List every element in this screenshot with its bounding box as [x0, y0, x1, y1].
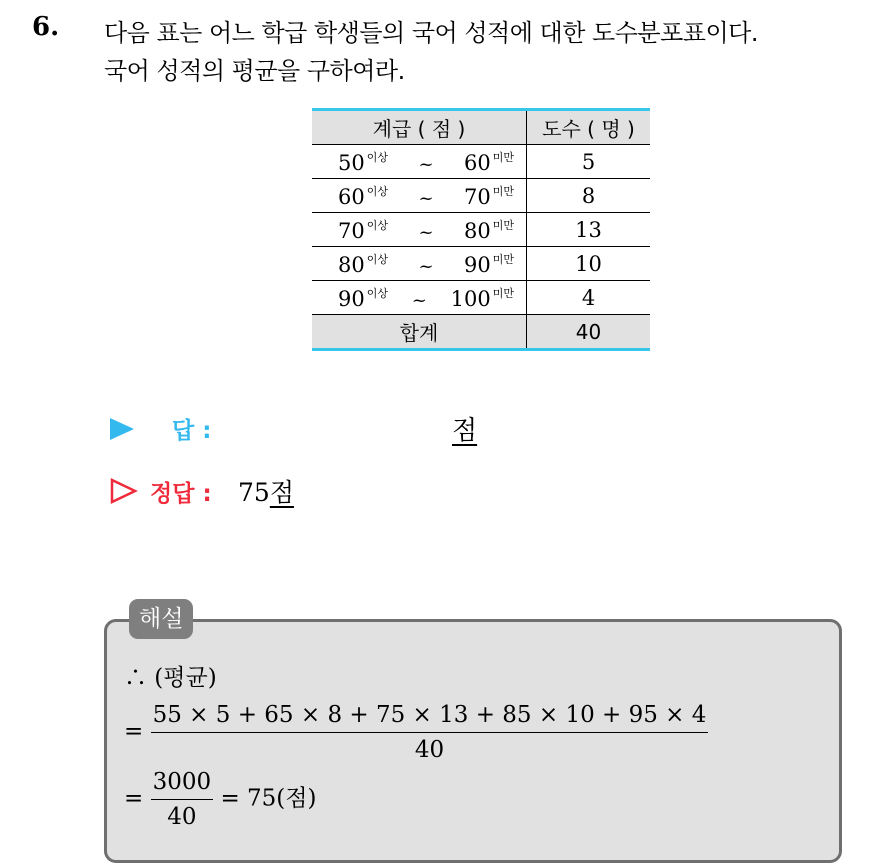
range-high: 100 $^{미만}$	[450, 286, 514, 311]
question-line-1: 다음 표는 어느 학급 학생들의 국어 성적에 대한 도수분포표이다.	[104, 19, 758, 47]
table-total-row	[312, 315, 650, 350]
question-number: 6.	[32, 12, 60, 42]
range-high: 80 $^{미만}$	[464, 218, 514, 243]
range-low: 50 $^{이상}$	[338, 150, 388, 175]
correct-answer-label: 정답 :	[150, 481, 212, 507]
correct-answer-row	[110, 474, 410, 508]
table-row	[312, 213, 650, 247]
total-label: 합계	[312, 315, 527, 350]
solution-result: = 75(점)	[220, 785, 317, 812]
range-tilde: ~	[418, 153, 434, 175]
frequency-cell: 10	[527, 247, 651, 281]
table-body	[312, 145, 650, 315]
class-range	[312, 247, 527, 281]
correct-value-number: 75	[238, 478, 270, 507]
table-header-row	[312, 110, 650, 145]
answer-label: 답 :	[172, 418, 212, 444]
question-line-2: 국어 성적의 평균을 구하여라.	[104, 57, 405, 85]
outline-arrow-icon	[110, 478, 138, 504]
fraction-1	[151, 698, 709, 767]
correct-answer-value	[238, 473, 294, 509]
frequency-cell: 4	[527, 281, 651, 315]
equals-sign-2: =	[124, 785, 144, 812]
table-row	[312, 179, 650, 213]
fraction-2	[151, 765, 214, 834]
fraction-1-denominator: 40	[414, 737, 445, 763]
frequency-table	[312, 108, 650, 351]
frequency-cell: 5	[527, 145, 651, 179]
fraction-1-numerator: 55 × 5 + 65 × 8 + 75 × 13 + 85 × 10 + 95 × 4	[151, 698, 709, 733]
frequency-cell: 13	[527, 213, 651, 247]
header-frequency: 도수 ( 명 )	[527, 110, 651, 145]
class-range	[312, 179, 527, 213]
frequency-cell: 8	[527, 179, 651, 213]
class-range	[312, 213, 527, 247]
table-row	[312, 145, 650, 179]
question-text	[104, 14, 758, 90]
table-row	[312, 247, 650, 281]
solution-line-1: ∴ (평균)	[124, 665, 217, 691]
table-row	[312, 281, 650, 315]
range-high: 90 $^{미만}$	[464, 252, 514, 277]
answer-row	[110, 412, 510, 446]
solution-tab: 해설	[129, 599, 193, 639]
total-value: 40	[527, 315, 651, 350]
range-low: 90 $^{이상}$	[338, 286, 388, 311]
range-low: 80 $^{이상}$	[338, 252, 388, 277]
correct-value-unit: 점	[269, 478, 294, 507]
range-low: 70 $^{이상}$	[338, 218, 388, 243]
class-range	[312, 281, 527, 315]
range-low: 60 $^{이상}$	[338, 184, 388, 209]
range-tilde: ~	[418, 187, 434, 209]
equals-sign: =	[124, 718, 144, 745]
header-class: 계급 ( 점 )	[312, 110, 527, 145]
solution-equation-1	[124, 698, 708, 767]
fraction-2-numerator: 3000	[151, 765, 214, 800]
range-tilde: ~	[418, 255, 434, 277]
range-tilde: ~	[418, 221, 434, 243]
range-high: 60 $^{미만}$	[464, 150, 514, 175]
class-range	[312, 145, 527, 179]
solution-equation-2	[124, 765, 316, 834]
range-tilde: ~	[411, 289, 427, 311]
answer-unit: 점	[452, 416, 478, 446]
range-high: 70 $^{미만}$	[464, 184, 514, 209]
play-arrow-icon	[110, 418, 134, 440]
fraction-2-denominator: 40	[167, 804, 197, 830]
